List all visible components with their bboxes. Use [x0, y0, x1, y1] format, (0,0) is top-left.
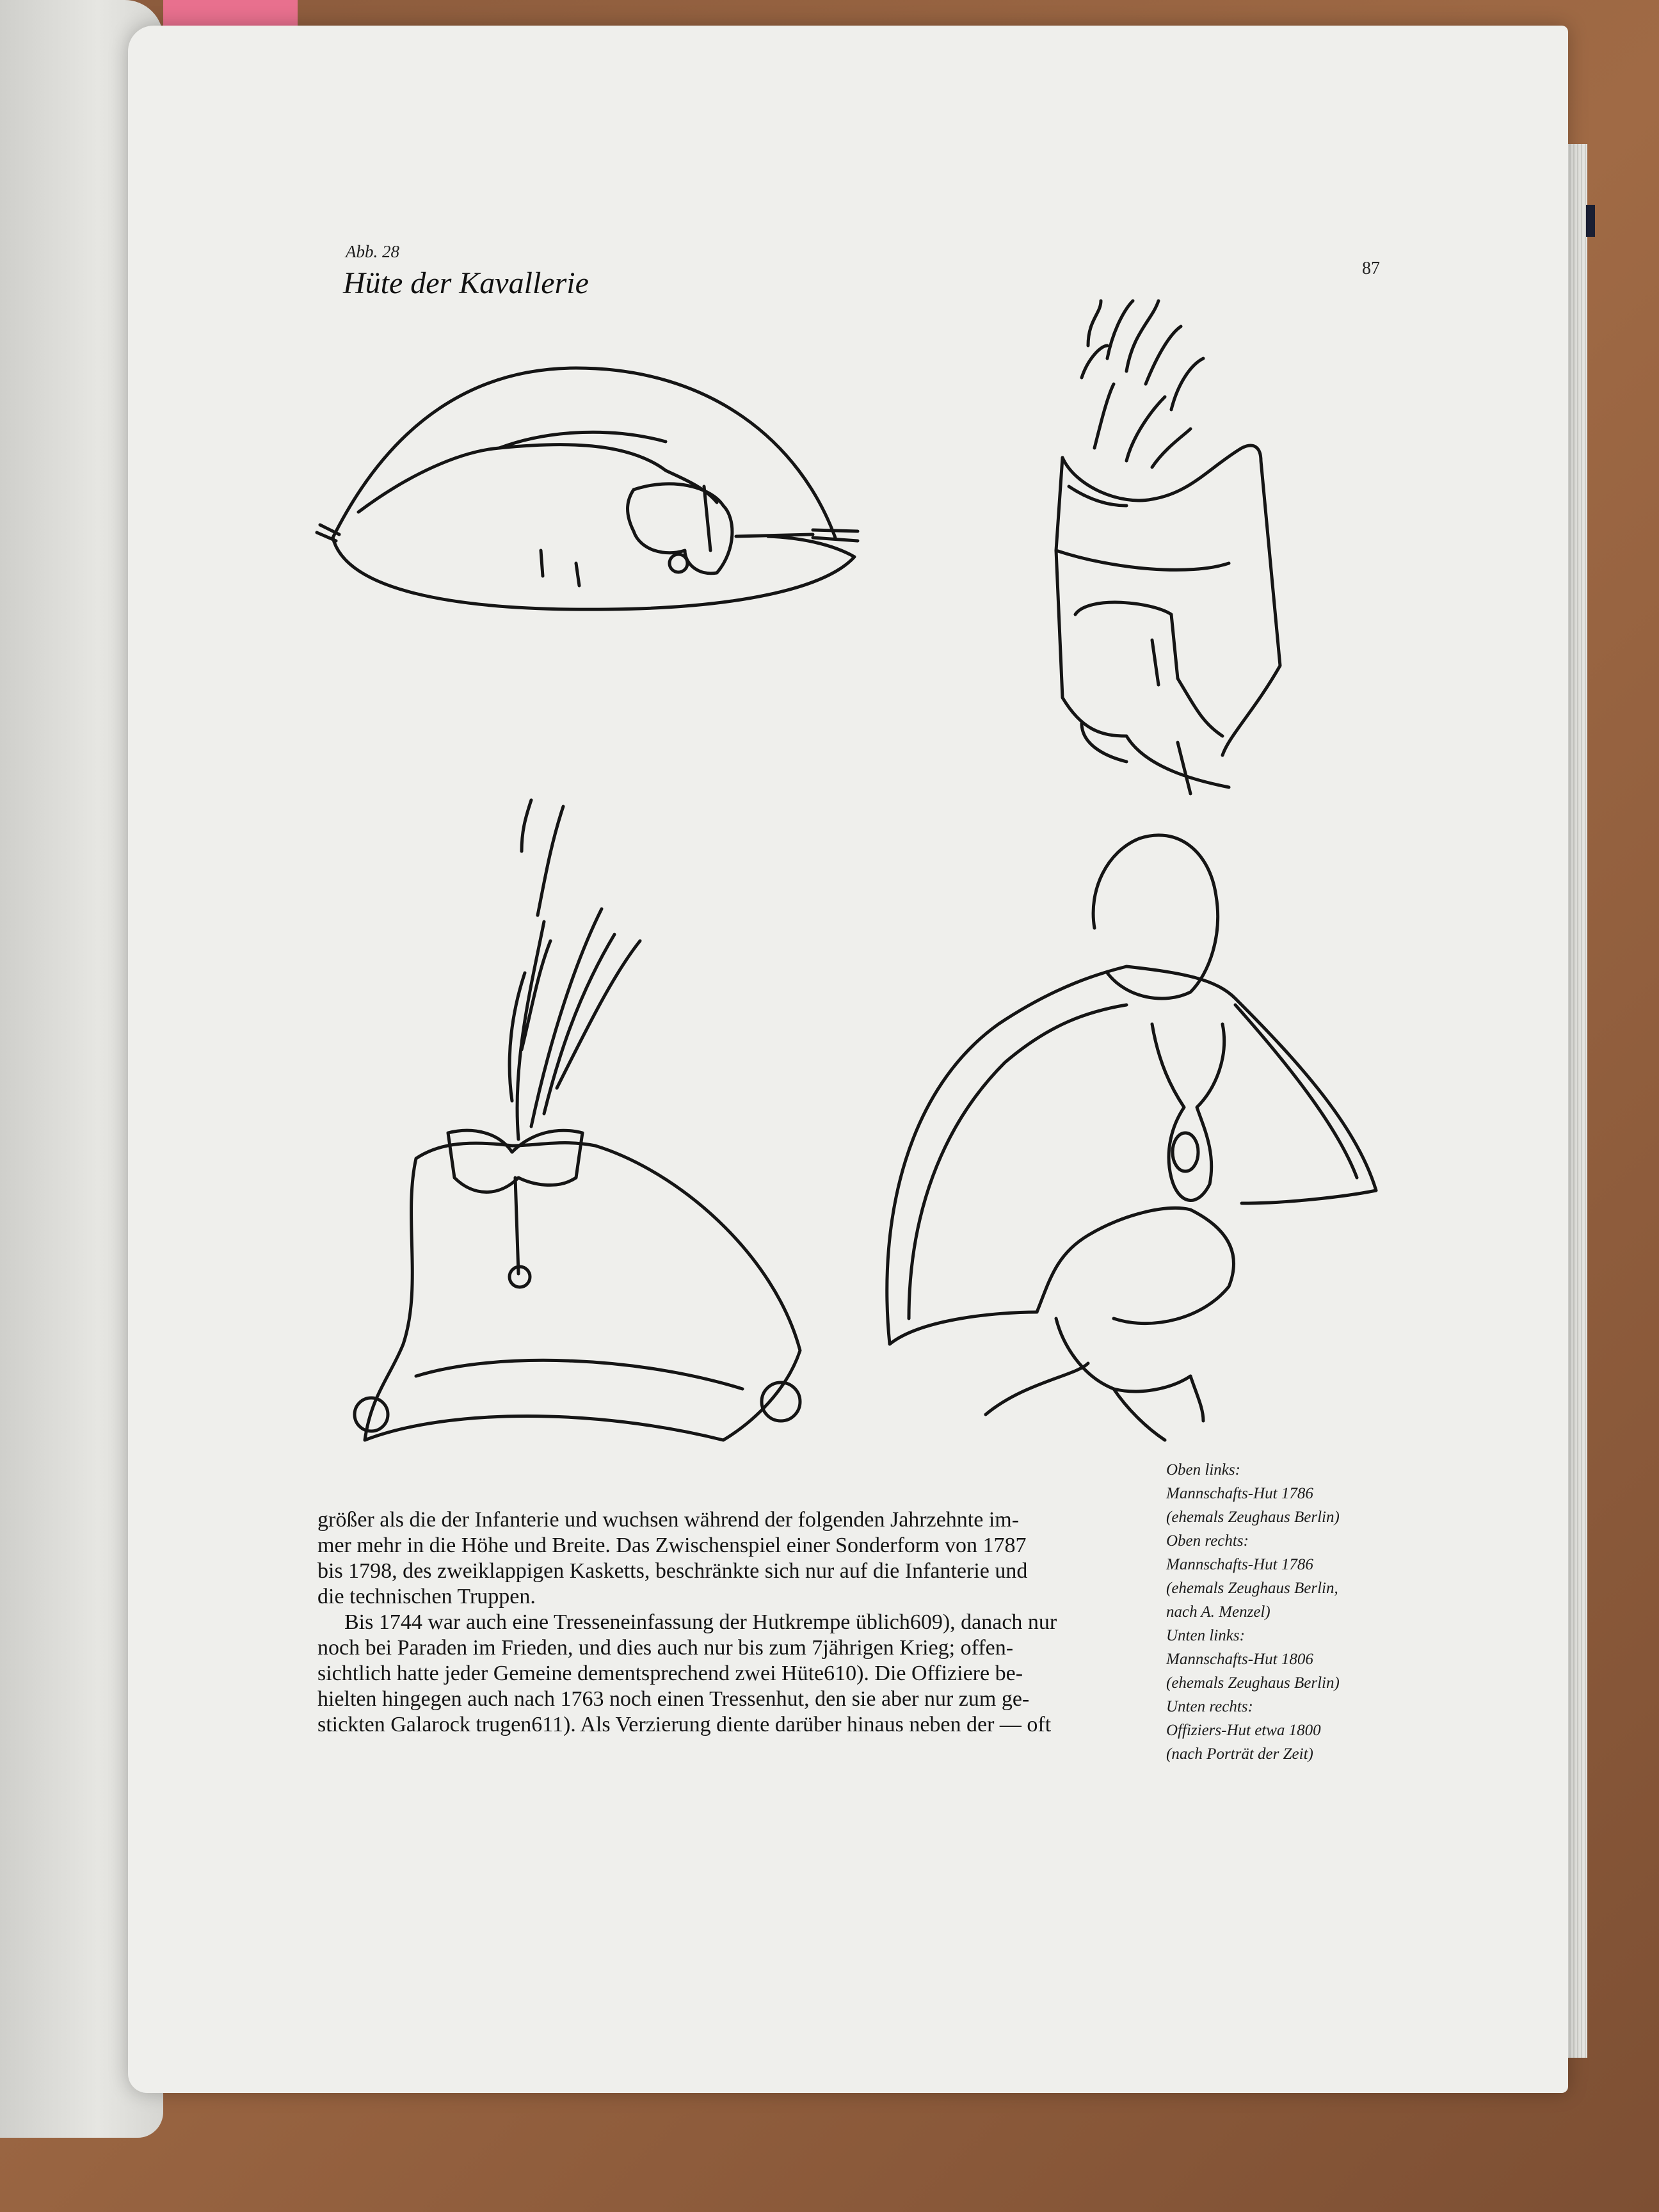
- body-line: größer als die der Infanterie und wuchsen während der folgenden Jahrzehnte im-: [317, 1508, 1020, 1532]
- body-line: bis 1798, des zweiklappigen Kasketts, beschränkte sich nur auf die Infanterie und: [317, 1559, 1028, 1583]
- hat-top-right-drawing: [1056, 301, 1280, 794]
- body-line: sichtlich hatte jeder Gemeine dementsprechend zwei Hüte610). Die Offiziere be-: [317, 1662, 1023, 1685]
- caption-line: Unten links:: [1166, 1627, 1245, 1644]
- body-line: hielten hingegen auch nach 1763 noch einen Tressenhut, den sie aber nur zum ge-: [317, 1687, 1030, 1711]
- caption-line: nach A. Menzel): [1166, 1603, 1270, 1621]
- body-line: mer mehr in die Höhe und Breite. Das Zwischenspiel einer Sonderform von 1787: [317, 1534, 1027, 1557]
- body-text: [317, 1507, 1150, 1738]
- hat-bottom-right-drawing: [887, 835, 1376, 1440]
- figure-title: Hüte der Kavallerie: [343, 266, 589, 300]
- caption-line: Mannschafts-Hut 1786: [1166, 1556, 1313, 1573]
- caption-line: (nach Porträt der Zeit): [1166, 1745, 1313, 1763]
- body-line: stickten Galarock trugen611). Als Verzierung diente darüber hinaus neben der — oft: [317, 1713, 1052, 1736]
- caption-line: Mannschafts-Hut 1786: [1166, 1485, 1313, 1502]
- caption-line: Oben rechts:: [1166, 1532, 1249, 1550]
- caption-line: (ehemals Zeughaus Berlin): [1166, 1674, 1340, 1692]
- body-line: die technischen Truppen.: [317, 1585, 536, 1608]
- caption-line: Mannschafts-Hut 1806: [1166, 1651, 1313, 1668]
- page-number: 87: [1362, 259, 1380, 278]
- figure-label: Abb. 28: [346, 242, 399, 261]
- caption-line: Offiziers-Hut etwa 1800: [1166, 1722, 1321, 1739]
- caption-line: (ehemals Zeughaus Berlin): [1166, 1509, 1340, 1526]
- hat-top-left-drawing: [317, 368, 858, 609]
- body-line: noch bei Paraden im Frieden, und dies auch nur bis zum 7jährigen Krieg; offen-: [317, 1636, 1014, 1660]
- caption-line: (ehemals Zeughaus Berlin,: [1166, 1580, 1338, 1597]
- figure-caption: [1166, 1458, 1422, 1766]
- hat-bottom-left-drawing: [355, 800, 800, 1440]
- caption-line: Oben links:: [1166, 1461, 1240, 1479]
- body-line: Bis 1744 war auch eine Tresseneinfassung der Hutkrempe üblich609), danach nur: [344, 1610, 1057, 1634]
- caption-line: Unten rechts:: [1166, 1698, 1253, 1715]
